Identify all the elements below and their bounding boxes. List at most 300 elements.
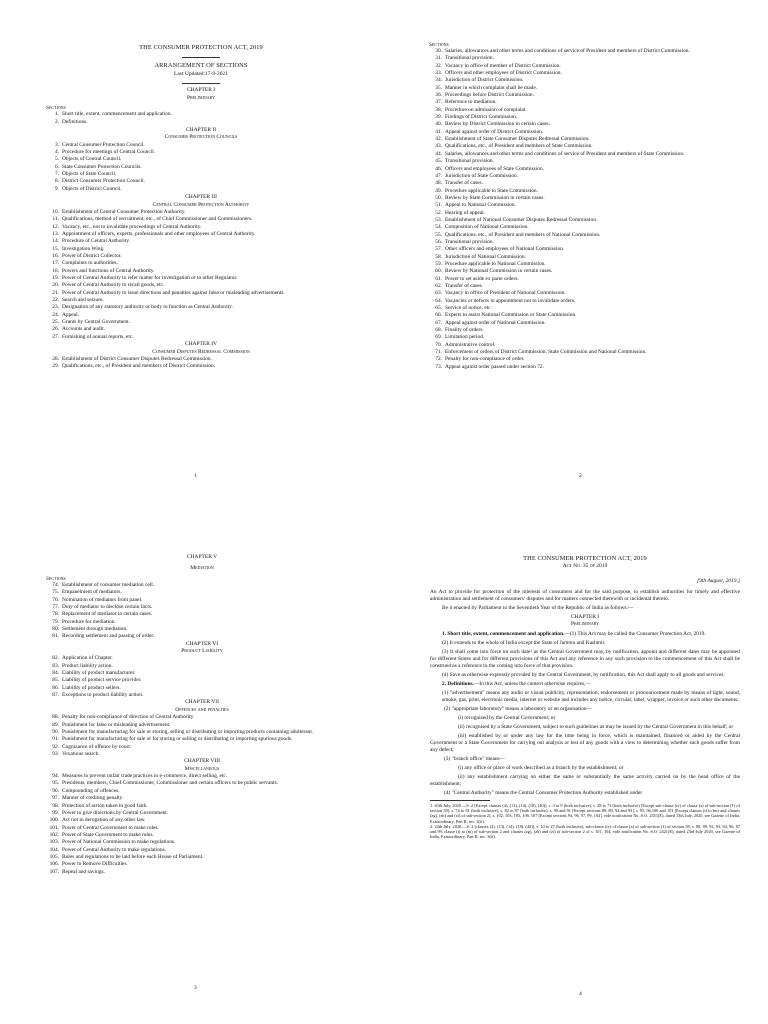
section-number: 83. [52,662,59,669]
section-list-item [429,166,741,173]
section-list-item [429,114,741,121]
section-number: 101. [49,824,59,831]
section-title: Protection of action taken in good faith. [62,802,148,809]
section-number: 107. [49,868,59,875]
section-title: Review by National Commission in certain cases. [445,268,553,275]
section-list-item [46,319,356,326]
section-list-item [46,216,356,223]
section-list-item [46,253,356,260]
section-title: Liability of product service provider. [62,677,142,684]
section-number: 47. [435,172,442,179]
section-title: Short title, extent, commencement and application. [62,111,172,118]
definition-branch-i: (i) any office or place of work described as a branch by the establishment; or [458,764,624,771]
section-number: 44. [435,150,442,157]
section-title: Power of District Collector. [62,253,122,259]
section-title: Complaints to authorities. [62,260,118,267]
section-title: Transitional provision. [445,55,494,62]
section-number: 96. [52,787,59,794]
section-title: Measures to prevent unfair trade practices in e-commerce, direct selling, etc. [62,773,228,780]
section-title: Qualifications, method of recruitment, etc., of Chief Commissioner and Commissioners. [62,216,253,223]
section-title: State Consumer Protection Councils. [62,163,142,170]
section-number: 87. [52,692,59,699]
section-number: 51. [435,202,442,209]
section-title: Procedure applicable to State Commission. [445,187,538,194]
section-number: 6. [54,163,59,170]
section-number: 10. [52,208,59,215]
page-4 [384,512,768,1024]
section-number: 31. [435,55,442,62]
section-list-item [46,611,358,618]
section-1-sub-2: (2) It extends to the whole of India except the State of Jammu and Kashmir. [442,639,606,646]
section-number: 4. [54,149,59,156]
sections-label: Sections [46,105,66,112]
section-title: Vacancy in office of President of National Commission. [445,290,566,297]
section-title: Salaries, allowances and other terms and conditions of service of President and members of District Commission. [445,48,690,54]
section-1-sub-1 [430,631,740,638]
section-title: Officers and employees of State Commission. [445,165,545,172]
section-title: Power of Central Authority to issue directions and penalties against false or misleading advertisements. [62,289,285,296]
section-number: 38. [435,106,442,113]
section-title: Replacement of mediator in certain cases. [62,611,153,618]
section-list-item [46,633,358,640]
section-list-item [46,861,358,868]
section-list-item [46,171,356,178]
section-number: 26. [52,326,59,333]
section-title: Definitions. [62,118,88,125]
section-list-item [46,119,356,126]
section-number: 61. [435,275,442,282]
section-1-sub-4: (4) Save as otherwise expressly provided by the Central Government, by notification, this Act shall apply to all goods and services. [442,671,725,678]
definition-lab-i: (i) recognised by the Central Government; or [458,714,556,721]
section-title: Cognizance of offence by court. [62,743,132,750]
section-title: Jurisdiction of District Commission. [445,77,524,84]
section-title: Designation of any statutory authority or body to function as Central Authority. [62,304,233,311]
section-title: Hearing of appeal. [445,209,485,216]
chapter-2-name: Consumer Protection Councils [164,134,238,141]
section-list-item [429,63,741,70]
section-number: 2. [54,118,59,125]
section-number: 65. [435,305,442,312]
section-list-item [429,55,741,62]
section-list-item [429,202,741,209]
section-number: 50. [435,194,442,201]
section-number: 56. [435,238,442,245]
section-list-item [46,736,358,743]
section-title: Duty of mediator to disclose certain facts. [62,603,153,610]
section-title: Manner in which complaint shall be made. [445,84,538,91]
section-number: 46. [435,165,442,172]
section-number: 32. [435,62,442,69]
section-2-text: —In this Act, unless the context otherwise requires,— [473,680,591,687]
section-number: 85. [52,677,59,684]
page-1 [0,0,384,512]
section-list-item [46,363,356,370]
chapter-6-heading: CHAPTER VI [185,640,219,647]
section-list-item [429,180,741,187]
section-number: 48. [435,180,442,187]
section-list-item [46,312,356,319]
section-title: Vacancy, etc., not to invalidate proceedings of Central Authority. [62,223,202,230]
section-title: Proceedings before District Commission. [445,92,534,99]
section-number: 90. [52,728,59,735]
section-number: 36. [435,92,442,99]
section-number: 11. [52,216,59,223]
section-list-item [46,751,358,758]
page-2 [384,0,768,512]
section-2-intro [430,681,740,688]
section-title: Power of Central Government to make rules. [62,824,159,831]
chapter-7-heading: CHAPTER VII [185,699,219,706]
section-1-heading: 1. Short title, extent, commencement and application. [442,630,565,637]
section-list-item [429,342,741,349]
section-title: Furnishing of annual reports, etc. [62,333,134,340]
section-title: Other officers and employees of National Commission. [445,246,565,253]
section-number: 59. [435,260,442,267]
section-list-item [46,260,356,267]
section-list-item [46,663,358,670]
section-title: Exceptions to product liability action. [62,692,144,699]
footnote-2: 2. 24th July, 2020.—S. 2 [clauses (4), (13), (14), (18), (40)], s. 10 to 27 (both inclusive), sub-clause (iv) of clause (a) of sub-section (1) of section 58, s. 88, 89, 92, 93, 94, 96, 97 and 99, clause (i) to (m) of sub-section 2 and clauses (zg), (zh) and (zi) of sub-section 2 of s. 101, 104, vide notification No. S.O. 2421(E), dated 23rd July 2020, see Gazette of India, Extraordinary, Part II, sec. 3(ii). [430,823,740,840]
section-number: 100. [49,817,59,824]
definition-branch-ii: (ii) any establishment carrying on either the same or substantially the same activity carried on by the head office of the establishment; [430,773,740,787]
section-title: Application of Chapter. [62,655,113,662]
page-number: 4 [579,991,582,997]
section-list-item [429,246,741,253]
section-number: 71. [435,349,442,356]
section-title: District Consumer Protection Council. [62,178,145,185]
section-title: Compounding of offences. [62,787,120,794]
section-number: 106. [49,861,59,868]
act-number: Act No. 35 of 2019 [562,563,608,569]
section-title: Procedure on admission of complaint. [445,106,527,113]
section-number: 22. [52,297,59,304]
chapter-1-heading: CHAPTER I [186,87,216,94]
section-number: 68. [435,327,442,334]
section-number: 30. [435,48,442,54]
ch3-section-list [46,209,356,341]
section-list [429,48,741,371]
section-number: 62. [435,283,442,289]
section-title: Finality of orders. [445,327,484,334]
section-number: 8. [54,178,59,185]
section-title: Powers and functions of Central Authority. [62,267,155,274]
section-list-item [46,825,358,832]
section-number: 91. [52,736,59,743]
section-list-item [46,282,356,289]
section-title: Act not in derogation of any other law. [62,817,146,824]
section-list-item [429,254,741,261]
section-list-item [429,261,741,268]
footnote-1: 1. 20th July, 2020.—S. 2 [Except clauses (4), (13), (14), (18), (40)], s. 3 to 9 (both inclusive), s. 28 to 73 (both inclusive) [Except sub-clause (iv) of clause (a) of sub-section (1) of section 58], s. 74 to 81 (both inclusive), s. 82 to 87 (both inclusive), s. 90 and 91 [Except sections 88, 89, 92 and 93], s. 95, 96,100 and 101 [Except clauses (i) to (m) and clauses (zg), (zh) and (zi) of sub-section 2], s. 102, 103, 105, 106, 107 [Except sections 94, 96, 97, 99, 104], vide notification No. S.O. 2351(E), dated 15th July, 2020, see Gazette of India, Extraordinary, Part II, sec. 3(ii). [430,802,740,824]
chapter-6-name: Product Liability [181,647,223,654]
section-list-item [429,305,741,312]
section-number: 72. [435,356,442,363]
section-title: Administrative control. [445,341,496,348]
section-list-item [46,268,356,275]
section-number: 34. [435,77,442,84]
section-list-item [429,298,741,305]
section-number: 53. [435,216,442,223]
act-title: THE CONSUMER PROTECTION ACT, 2019 [523,555,647,562]
section-number: 57. [435,246,442,253]
section-list-item [46,164,356,171]
section-number: 102. [49,831,59,838]
section-number: 43. [435,143,442,150]
section-title: Power of Central Authority to refer matter for investigation or to other Regulator. [62,275,238,282]
arrangement-heading: ARRANGEMENT OF SECTIONS [154,62,248,69]
section-title: Recording settlement and passing of order. [62,633,155,640]
section-number: 20. [52,282,59,289]
section-list-item [429,268,741,275]
section-title: Establishment of District Consumer Disputes Redressal Commission. [62,355,212,362]
chapter-1-name: Preliminary [187,94,215,101]
section-title: Establishment of Central Consumer Protection Authority. [62,208,186,215]
ch6-section-list [46,655,358,699]
section-title: Penalty for non-compliance of direction of Central Authority. [62,714,195,721]
section-title: Vexatious search. [62,750,100,757]
chapter-5-name: Mediation [190,565,214,572]
section-title: Review by District Commission in certain cases. [445,121,550,128]
section-title: Objects of Central Council. [62,156,122,163]
section-title: Service of notice, etc. [445,305,492,312]
section-list-item [429,107,741,114]
section-title: Penalty for non-compliance of order. [445,356,525,363]
section-number: 18. [52,267,59,274]
section-list-item [46,677,358,684]
section-number: 64. [435,297,442,304]
section-list-item [46,238,356,245]
section-title: Settlement through mediation. [62,625,128,632]
section-title: Appointment of officers, experts, professionals and other employees of Central Authority. [62,230,256,237]
section-number: 16. [52,253,59,259]
section-list-item [46,692,358,699]
section-title: Power of State Government to make rules. [62,831,154,838]
section-title: Salaries, allowances and other terms and conditions of service of President and members of State Commission. [445,150,685,157]
chapter-5-heading: CHAPTER V [186,554,218,560]
section-list-item [429,276,741,283]
section-list-item [429,99,741,106]
page-number: 1 [194,473,197,479]
section-title: Procedure of Central Authority. [62,238,130,245]
section-title: Manner of crediting penalty. [62,795,124,802]
definition-central-authority: (4) "Central Authority" means the Central Consumer Protection Authority established under [444,789,643,796]
section-title: Qualifications, etc., of President and members of National Commission. [445,231,601,238]
section-number: 67. [435,319,442,326]
section-list-item [429,85,741,92]
section-title: Search and seizure. [62,297,104,304]
section-title: Establishment of State Consumer Disputes Redressal Commission. [445,136,590,143]
section-number: 45. [435,158,442,165]
section-title: Empanelment of mediators. [62,589,122,596]
section-title: Repeal and savings. [62,868,105,875]
section-number: 79. [52,618,59,625]
last-updated: Last Updated:17-9-2021 [174,71,228,77]
section-title: Appeal. [62,311,79,318]
section-list-item [46,817,358,824]
section-number: 73. [435,363,442,370]
section-list-item [429,364,741,371]
section-list-item [46,326,356,333]
section-title: Punishment for manufacturing for sale or for storing or selling or distributing or importing spurious goods. [62,736,293,743]
section-list-item [46,290,356,297]
section-title: Officers and other employees of District Commission. [445,70,562,77]
section-list-item [46,246,356,253]
section-list-item [46,619,358,626]
section-number: 81. [52,633,59,640]
section-number: 74. [52,581,59,588]
page-3 [0,512,384,1024]
section-list-item [46,304,356,311]
section-list-item [46,780,358,787]
section-number: 41. [435,128,442,135]
section-list-item [46,224,356,231]
definition-appropriate-laboratory: (2) "appropriate laboratory" means a laboratory or an organisation— [444,705,593,712]
section-list-item [429,356,741,363]
section-number: 23. [52,304,59,311]
section-number: 55. [435,231,442,238]
section-number: 13. [52,230,59,237]
section-number: 14. [52,238,59,245]
section-title: Power to give directions by Central Government. [62,809,169,816]
chapter-8-heading: CHAPTER VIII [184,758,220,765]
section-number: 103. [49,839,59,846]
section-list-item [429,224,741,231]
chapter-2-heading: CHAPTER II [185,126,217,133]
section-title: Composition of National Commission. [445,224,529,231]
section-number: 35. [435,84,442,91]
section-title: Procedure applicable to National Commission. [445,260,546,267]
section-list-item [429,77,741,84]
section-1-text: —(1) This Act may be called the Consumer Protection Act, 2019. [564,630,706,637]
section-2-heading: 2. Definitions. [442,680,474,687]
section-number: 86. [52,684,59,691]
section-number: 5. [54,156,59,163]
section-number: 82. [52,655,59,662]
section-title: Power to Remove Difficulties. [62,861,128,868]
section-title: Review by State Commission in certain cases. [445,194,545,201]
section-number: 84. [52,670,59,677]
section-number: 94. [52,773,59,780]
section-number: 40. [435,121,442,128]
section-list-item [46,869,358,876]
chapter-1-name: Preliminary [571,621,599,628]
section-number: 42. [435,136,442,143]
section-number: 27. [52,333,59,340]
section-number: 33. [435,70,442,77]
section-number: 76. [52,596,59,603]
section-number: 80. [52,625,59,632]
definition-advertisement: (1) "advertisement" means any audio or visual publicity, representation, endorsement or pronouncement made by means of light, sound, smoke, gas, print, electronic media, internet or website and includes any notice, circular, label, wrapper, invoice or such other documents; [442,689,740,703]
section-title: Transfer of cases. [445,283,483,289]
section-title: Enforcement of orders of District Commission, State Commission and National Commission. [445,349,647,356]
section-list-item [429,210,741,217]
section-title: Jurisdiction of State Commission. [445,172,519,179]
definition-lab-iii: (iii) established by or under any law for the time being in force, which is maintained, financed or aided by the Central Government or a State Government for carrying out analysis or test of any goods with a view to determining whether such goods suffer from any defect; [430,732,740,753]
section-list-item [46,722,358,729]
section-title: Establishment of National Consumer Disputes Redressal Commission. [445,216,598,223]
section-title: Appeal against order of District Commission. [445,128,544,135]
section-list-item [46,334,356,341]
section-title: Findings of District Commission. [445,114,518,121]
section-number: 58. [435,253,442,260]
section-number: 54. [435,224,442,231]
section-list-item [429,232,741,239]
page-number: 3 [194,985,197,991]
ch8-section-list [46,773,358,876]
act-title: THE CONSUMER PROTECTION ACT, 2019 [139,44,263,51]
section-list-item [429,320,741,327]
section-number: 63. [435,290,442,297]
section-number: 69. [435,334,442,341]
chapter-4-heading: CHAPTER IV [184,341,218,348]
section-list-item [46,111,356,118]
section-number: 66. [435,312,442,319]
sections-label: Sections [46,575,66,582]
section-list-item [429,290,741,297]
preamble: An Act to provide for protection of the interests of consumers and for the said purpose, to establish authorities for timely and effective administration and settlement of consumers' disputes and for matters connected therewith or incidental thereto. [430,588,740,602]
ch5-section-list [46,582,358,641]
section-title: Experts to assist National Commission or State Commission. [445,312,577,319]
section-number: 105. [49,853,59,860]
section-list-item [46,795,358,802]
section-title: Procedure for meetings of Central Council. [62,149,156,156]
section-title: Accounts and audit. [62,326,105,333]
section-title: Transitional provision. [445,158,494,165]
section-list-item [429,121,741,128]
section-title: Power to set aside ex parte orders. [445,275,519,282]
section-number: 89. [52,721,59,728]
section-title: Objects of State Council. [62,171,117,178]
section-number: 92. [52,743,59,750]
section-number: 99. [52,809,59,816]
section-list-item [46,186,356,193]
section-list-item [46,847,358,854]
chapter-1-heading: CHAPTER I [570,613,600,620]
section-list-item [429,143,741,150]
section-number: 9. [54,185,59,192]
section-number: 97. [52,795,59,802]
section-list-item [429,151,741,158]
section-number: 60. [435,268,442,275]
section-number: 93. [52,750,59,757]
section-list-item [46,685,358,692]
section-title: Appeal to National Commission. [445,202,516,209]
section-list-item [46,803,358,810]
section-number: 75. [52,589,59,596]
section-number: 24. [52,311,59,318]
section-number: 17. [52,260,59,267]
section-list-item [46,714,358,721]
section-number: 39. [435,114,442,121]
chapter-3-name: Central Consumer Protection Authority [152,201,250,208]
section-number: 7. [54,171,59,178]
section-title: Grants by Central Government. [62,319,130,326]
section-title: Transfer of cases. [445,180,483,187]
enacting-formula: Be it enacted by Parliament in the Seventieth Year of the Republic of India as follows:— [442,604,634,611]
section-title: Qualifications, etc., of President and members of State Commission. [445,143,593,150]
section-list-item [429,48,741,55]
section-list-item [429,158,741,165]
section-title: Rules and regulations to be laid before each House of Parliament. [62,853,204,860]
section-list-item [429,195,741,202]
section-title: Objects of District Council. [62,185,122,192]
section-title: Procedure for mediation. [62,618,116,625]
ch2-section-list [46,142,356,193]
section-number: 21. [52,289,59,296]
section-number: 28. [52,355,59,362]
chapter-4-name: Consumer Disputes Redressal Commission [152,348,250,355]
section-number: 37. [435,99,442,106]
